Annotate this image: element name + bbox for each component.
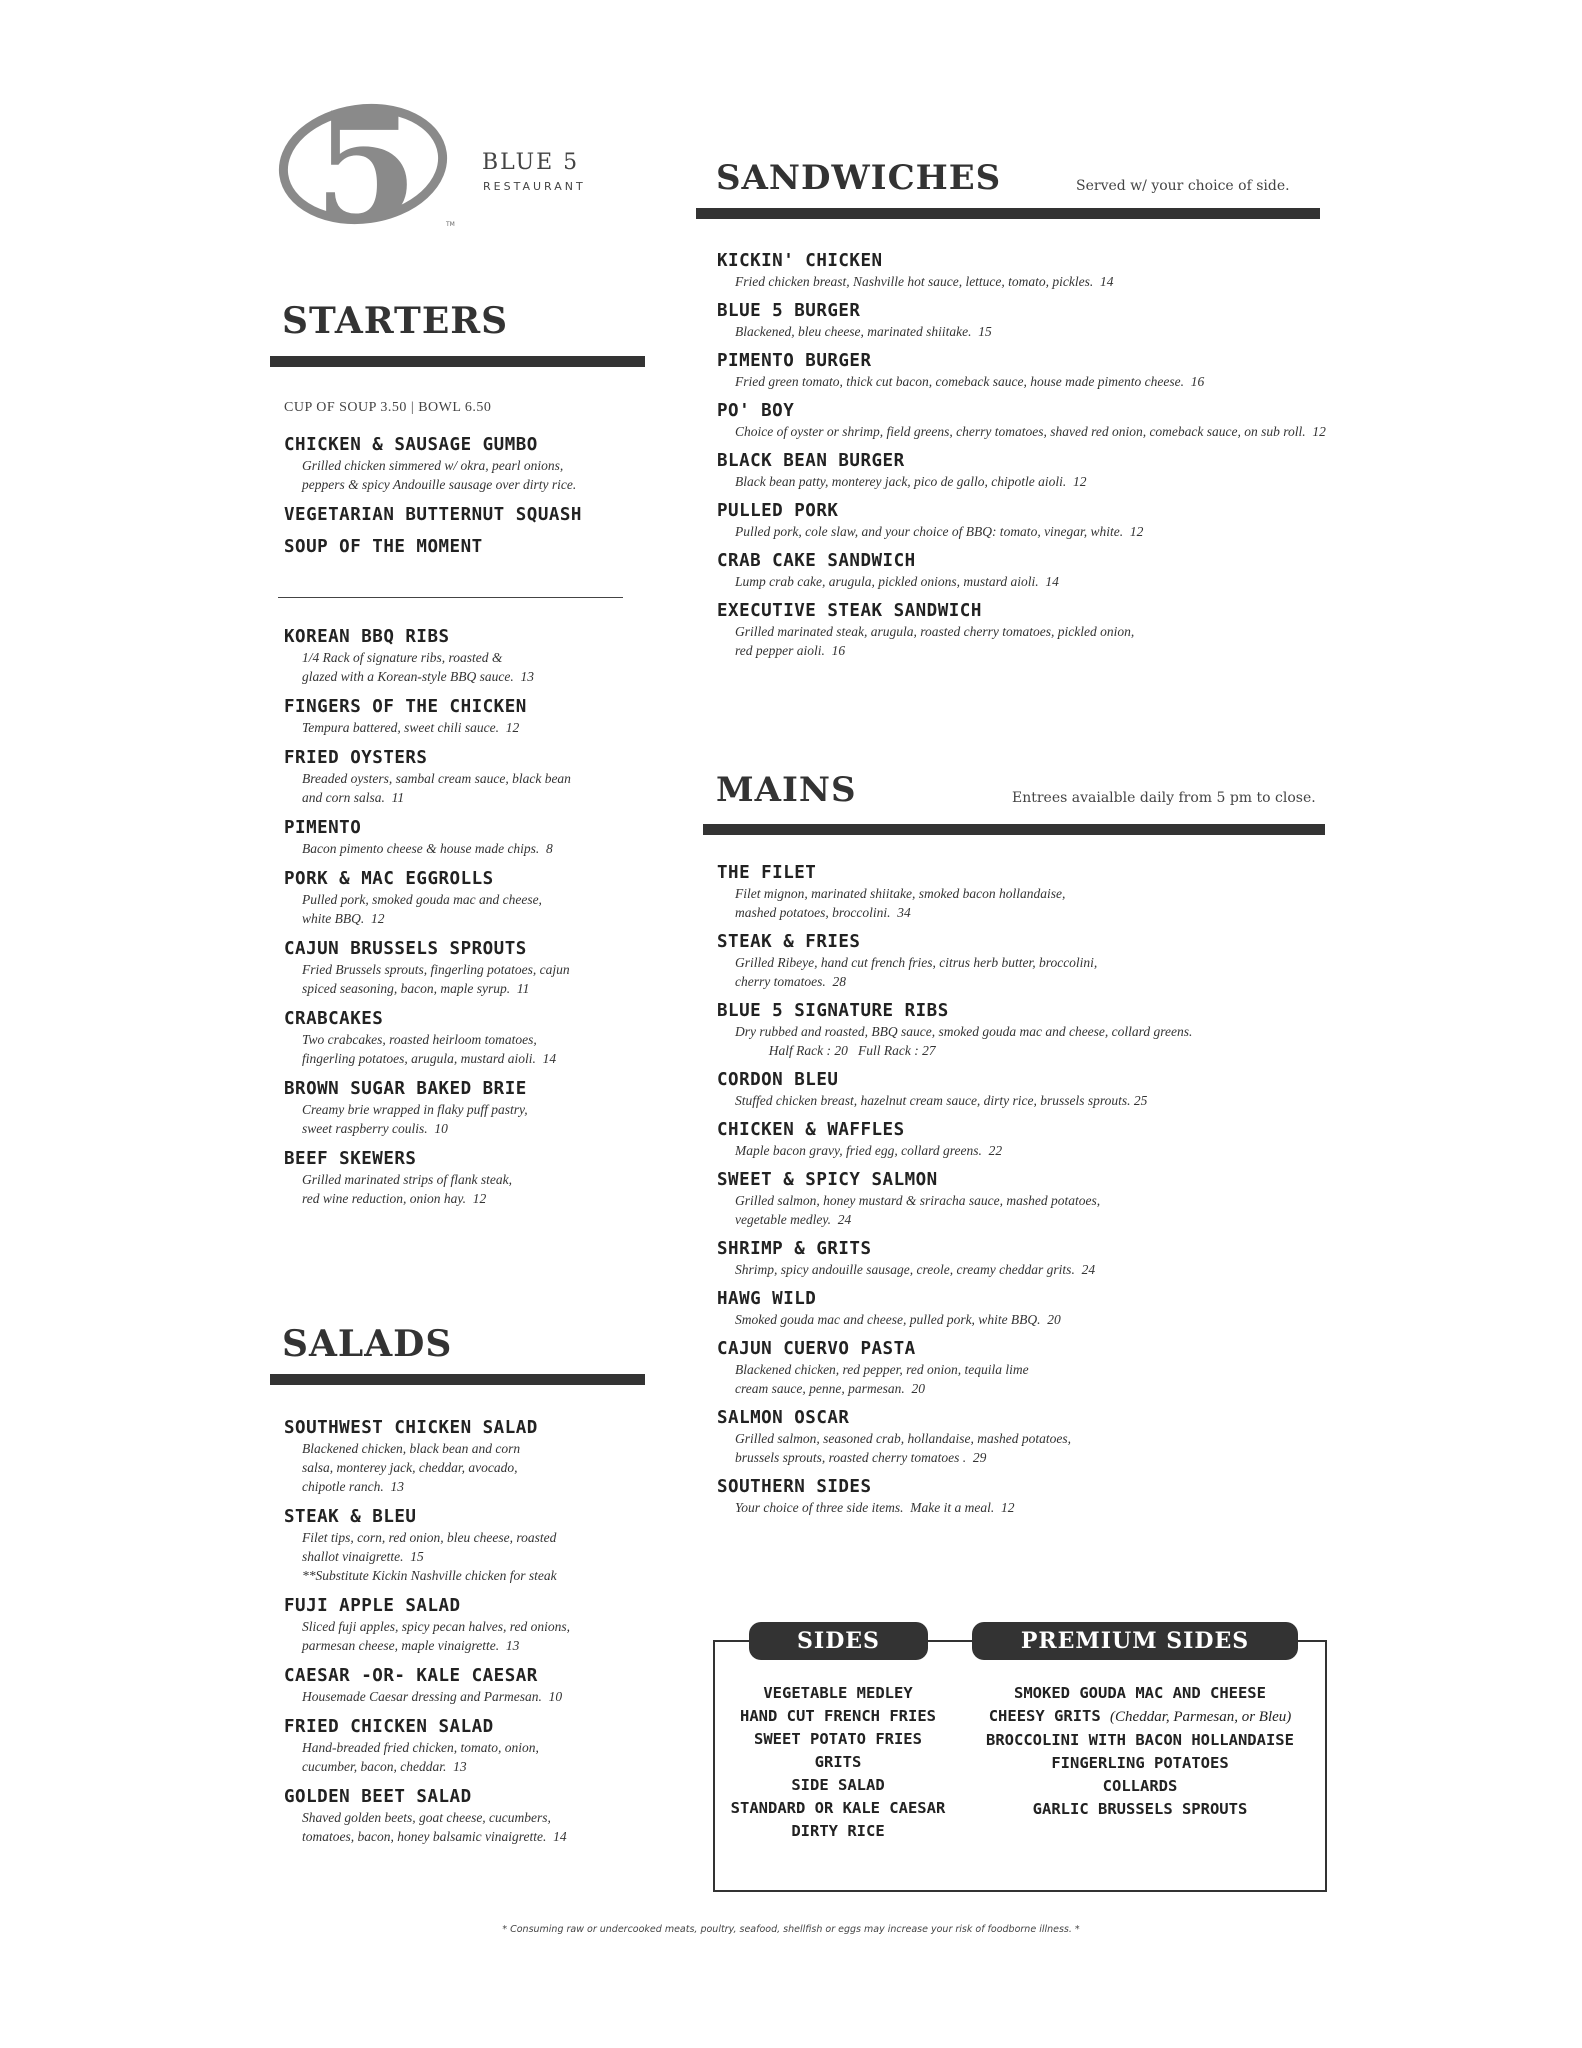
menu-item [284,1665,644,1706]
menu-item-description [717,884,1337,922]
menu-item [284,938,644,998]
menu-item-name: SWEET & SPICY SALMON [717,1170,938,1190]
menu-item [717,1338,1337,1398]
description-line: Blackened chicken, red pepper, red onion, tequila lime [735,1362,1029,1377]
menu-item-description [717,1360,1337,1398]
description-line: Grilled marinated steak, arugula, roasted cherry tomatoes, pickled onion, [735,624,1135,639]
mains-note: Entrees avaialble daily from 5 pm to close. [1012,790,1316,806]
menu-item [717,550,1337,591]
description-line: Half Rack : 20 Full Rack : 27 [735,1043,936,1058]
side-item: HAND CUT FRENCH FRIES [740,1707,936,1725]
menu-item-name: SHRIMP & GRITS [717,1239,872,1259]
description-line: brussels sprouts, roasted cherry tomatoes . 29 [735,1450,987,1465]
menu-item-name: BLUE 5 SIGNATURE RIBS [717,1001,949,1021]
description-line: Fried Brussels sprouts, fingerling potatoes, cajun [302,962,570,977]
menu-item [284,868,644,928]
description-line: Your choice of three side items. Make it a meal. 12 [735,1500,1015,1515]
menu-item-description [717,272,1337,291]
menu-item-description [284,1738,644,1776]
menu-item [284,1506,644,1585]
menu-item-description [284,1030,644,1068]
menu-item-description [284,1439,644,1496]
menu-item-description [284,1528,644,1585]
menu-item-name: HAWG WILD [717,1289,817,1309]
menu-item-description [717,1022,1337,1060]
menu-item-description [717,1191,1337,1229]
description-line: Two crabcakes, roasted heirloom tomatoes, [302,1032,537,1047]
menu-item-description [284,1687,644,1706]
description-line: Shrimp, spicy andouille sausage, creole, creamy cheddar grits. 24 [735,1262,1096,1277]
premium-side-item [975,1798,1305,1821]
menu-item-description [284,769,644,807]
menu-item [717,1288,1337,1329]
brand-name: BLUE 5 [482,150,580,175]
premium-side-item [975,1682,1305,1705]
menu-item [717,500,1337,541]
menu-item-name: PULLED PORK [717,501,839,521]
description-line: mashed potatoes, broccolini. 34 [735,905,911,920]
menu-item-description [717,1091,1337,1110]
menu-item [717,862,1337,922]
restaurant-logo [278,102,468,232]
premium-side-item [975,1752,1305,1775]
menu-item-description [284,890,644,928]
sandwiches-note: Served w/ your choice of side. [1076,178,1290,194]
menu-item [717,931,1337,991]
premium-sides-tab: PREMIUM SIDES [972,1622,1298,1660]
menu-item [284,1148,644,1208]
menu-item-name: SOUP OF THE MOMENT [284,537,483,557]
description-line: Tempura battered, sweet chili sauce. 12 [302,720,520,735]
description-line: chipotle ranch. 13 [302,1479,404,1494]
menu-item-description [717,422,1337,441]
brand-subtitle: RESTAURANT [483,180,586,193]
menu-item [717,1000,1337,1060]
menu-item [717,400,1337,441]
description-line: salsa, monterey jack, cheddar, avocado, [302,1460,518,1475]
sandwiches-list [717,250,1337,669]
description-line: Choice of oyster or shrimp, field greens, cherry tomatoes, shaved red onion, comeback sauce, on sub roll. 12 [735,424,1326,439]
description-line: Blackened chicken, black bean and corn [302,1441,521,1456]
mains-title: MAINS [716,770,857,810]
menu-item-description [717,953,1337,991]
menu-item-name: PO' BOY [717,401,795,421]
description-line: cream sauce, penne, parmesan. 20 [735,1381,925,1396]
menu-item [717,1169,1337,1229]
menu-item-name: SALMON OSCAR [717,1408,850,1428]
menu-item-description [284,1170,644,1208]
premium-side-name: GARLIC BRUSSELS SPROUTS [1032,1800,1248,1818]
starters-title: STARTERS [282,300,509,342]
menu-item-description [284,960,644,998]
description-line: Creamy brie wrapped in flaky puff pastry, [302,1102,528,1117]
menu-item-description [284,648,644,686]
sides-box-top-mid [928,1640,972,1642]
description-line: Grilled salmon, honey mustard & sriracha sauce, mashed potatoes, [735,1193,1101,1208]
description-line: vegetable medley. 24 [735,1212,852,1227]
menu-item-name: CAJUN BRUSSELS SPROUTS [284,939,527,959]
menu-item [284,504,644,526]
menu-item [284,1078,644,1138]
description-line: tomatoes, bacon, honey balsamic vinaigrette. 14 [302,1829,567,1844]
description-line: 1/4 Rack of signature ribs, roasted & [302,650,503,665]
menu-item-description [284,1100,644,1138]
menu-item-description [717,622,1337,660]
menu-item-name: FRIED OYSTERS [284,748,428,768]
description-line: Housemade Caesar dressing and Parmesan. 10 [302,1689,563,1704]
description-line: Filet mignon, marinated shiitake, smoked bacon hollandaise, [735,886,1066,901]
menu-item-description [717,522,1337,541]
menu-item-name: KICKIN' CHICKEN [717,251,883,271]
starters-divider [278,597,623,598]
sides-box-top-right [1298,1640,1325,1642]
menu-item-name: CAJUN CUERVO PASTA [717,1339,916,1359]
description-line: Fried chicken breast, Nashville hot sauce, lettuce, tomato, pickles. 14 [735,274,1114,289]
menu-item-name: FRIED CHICKEN SALAD [284,1717,494,1737]
menu-item-description [717,1260,1337,1279]
salads-bar [270,1374,645,1385]
description-line: sweet raspberry coulis. 10 [302,1121,448,1136]
menu-item [717,1238,1337,1279]
side-item: VEGETABLE MEDLEY [763,1684,913,1702]
premium-side-name: BROCCOLINI WITH BACON HOLLANDAISE [986,1731,1294,1749]
health-disclaimer: * Consuming raw or undercooked meats, poultry, seafood, shellfish or eggs may increase your risk of foodborne illness. * [502,1924,1080,1935]
description-line: Pulled pork, cole slaw, and your choice of BBQ: tomato, vinegar, white. 12 [735,524,1144,539]
side-item: SWEET POTATO FRIES [754,1730,922,1748]
menu-item [284,1595,644,1655]
description-line: cucumber, bacon, cheddar. 13 [302,1759,467,1774]
menu-item [717,1476,1337,1517]
menu-item-name: BEEF SKEWERS [284,1149,417,1169]
menu-item-name: CHICKEN & SAUSAGE GUMBO [284,435,538,455]
menu-item [717,250,1337,291]
menu-item [284,1786,644,1846]
description-line: cherry tomatoes. 28 [735,974,846,989]
menu-item-description [717,1429,1337,1467]
menu-item-description [717,472,1337,491]
description-line: Stuffed chicken breast, hazelnut cream sauce, dirty rice, brussels sprouts. 25 [735,1093,1148,1108]
menu-item-name: SOUTHWEST CHICKEN SALAD [284,1418,538,1438]
description-line: red pepper aioli. 16 [735,643,846,658]
menu-item [717,1119,1337,1160]
menu-item [284,434,644,494]
menu-item [284,1417,644,1496]
menu-item-name: KOREAN BBQ RIBS [284,627,450,647]
menu-item-name: GOLDEN BEET SALAD [284,1787,472,1807]
sides-list [713,1682,963,1843]
menu-item [284,817,644,858]
description-line: Smoked gouda mac and cheese, pulled pork, white BBQ. 20 [735,1312,1061,1327]
menu-item-name: BLUE 5 BURGER [717,301,861,321]
sides-box-top-left [713,1640,749,1642]
description-line: glazed with a Korean-style BBQ sauce. 13 [302,669,534,684]
premium-side-name: SMOKED GOUDA MAC AND CHEESE [1014,1684,1266,1702]
description-line: Grilled Ribeye, hand cut french fries, citrus herb butter, broccolini, [735,955,1098,970]
menu-item-name: STEAK & FRIES [717,932,861,952]
menu-item [284,1008,644,1068]
premium-side-name: COLLARDS [1102,1777,1178,1795]
mains-bar [703,824,1325,835]
menu-item [284,626,644,686]
description-line: Filet tips, corn, red onion, bleu cheese, roasted [302,1530,557,1545]
starters-list [284,626,644,1218]
description-line: **Substitute Kickin Nashville chicken for steak [302,1568,557,1583]
side-item: STANDARD OR KALE CAESAR [730,1799,946,1817]
menu-item-name: CHICKEN & WAFFLES [717,1120,905,1140]
menu-item [717,300,1337,341]
menu-item [717,350,1337,391]
premium-side-note: (Cheddar, Parmesan, or Bleu) [1110,1709,1292,1725]
menu-item-name: STEAK & BLEU [284,1507,417,1527]
menu-item-name: PIMENTO [284,818,362,838]
menu-item [717,1407,1337,1467]
description-line: peppers & spicy Andouille sausage over dirty rice. [302,477,577,492]
description-line: Fried green tomato, thick cut bacon, comeback sauce, house made pimento cheese. 16 [735,374,1205,389]
menu-item-name: PORK & MAC EGGROLLS [284,869,494,889]
sandwiches-bar [696,208,1320,219]
logo-glyph: 5 [313,102,419,232]
description-line: Sliced fuji apples, spicy pecan halves, red onions, [302,1619,570,1634]
description-line: Shaved golden beets, goat cheese, cucumbers, [302,1810,551,1825]
description-line: parmesan cheese, maple vinaigrette. 13 [302,1638,520,1653]
menu-item-name: FUJI APPLE SALAD [284,1596,461,1616]
menu-item-description [284,839,644,858]
description-line: Grilled salmon, seasoned crab, hollandaise, mashed potatoes, [735,1431,1071,1446]
soups-list [284,434,644,568]
description-line: spiced seasoning, bacon, maple syrup. 11 [302,981,530,996]
premium-side-item [975,1705,1305,1729]
description-line: and corn salsa. 11 [302,790,405,805]
description-line: Dry rubbed and roasted, BBQ sauce, smoked gouda mac and cheese, collard greens. [735,1024,1193,1039]
menu-item [284,536,644,558]
menu-item-description [284,1808,644,1846]
description-line: fingerling potatoes, arugula, mustard aioli. 14 [302,1051,557,1066]
menu-item-name: THE FILET [717,863,817,883]
logo-tm: TM [446,221,455,228]
description-line: Maple bacon gravy, fried egg, collard greens. 22 [735,1143,1003,1158]
description-line: Breaded oysters, sambal cream sauce, black bean [302,771,571,786]
menu-item-name: CAESAR -OR- KALE CAESAR [284,1666,538,1686]
side-item: SIDE SALAD [791,1776,885,1794]
menu-item [284,1716,644,1776]
description-line: Lump crab cake, arugula, pickled onions, mustard aioli. 14 [735,574,1059,589]
menu-item-name: PIMENTO BURGER [717,351,872,371]
menu-item-description [284,1617,644,1655]
menu-item-description [717,1141,1337,1160]
description-line: Pulled pork, smoked gouda mac and cheese, [302,892,542,907]
side-item: DIRTY RICE [791,1822,885,1840]
sides-tab: SIDES [749,1622,928,1660]
premium-side-item [975,1729,1305,1752]
soup-prices: CUP OF SOUP 3.50 | BOWL 6.50 [284,400,492,415]
menu-item [284,696,644,737]
description-line: Blackened, bleu cheese, marinated shiitake. 15 [735,324,992,339]
description-line: red wine reduction, onion hay. 12 [302,1191,487,1206]
description-line: white BBQ. 12 [302,911,385,926]
menu-item [717,450,1337,491]
menu-item [284,747,644,807]
description-line: Hand-breaded fried chicken, tomato, onion, [302,1740,539,1755]
menu-item-name: EXECUTIVE STEAK SANDWICH [717,601,982,621]
menu-item [717,600,1337,660]
menu-item-name: BLACK BEAN BURGER [717,451,905,471]
menu-item-description [717,322,1337,341]
menu-item-description [717,1498,1337,1517]
premium-side-item [975,1775,1305,1798]
premium-side-name: FINGERLING POTATOES [1051,1754,1229,1772]
menu-item-name: SOUTHERN SIDES [717,1477,872,1497]
sandwiches-title: SANDWICHES [716,158,1002,198]
salads-list [284,1417,644,1856]
menu-item-description [717,572,1337,591]
side-item: GRITS [814,1753,862,1771]
description-line: Bacon pimento cheese & house made chips. 8 [302,841,553,856]
mains-list [717,862,1337,1526]
menu-item-name: CRABCAKES [284,1009,384,1029]
menu-item-description [717,372,1337,391]
starters-bar [270,356,645,367]
premium-sides-list [975,1682,1305,1821]
menu-item-name: CORDON BLEU [717,1070,839,1090]
menu-item-name: CRAB CAKE SANDWICH [717,551,916,571]
menu-item-description [717,1310,1337,1329]
logo-five-emblem [278,102,468,232]
menu-item-name: VEGETARIAN BUTTERNUT SQUASH [284,505,582,525]
menu-item-name: FINGERS OF THE CHICKEN [284,697,527,717]
premium-side-name: CHEESY GRITS [988,1707,1101,1725]
menu-item-description [284,718,644,737]
description-line: shallot vinaigrette. 15 [302,1549,424,1564]
description-line: Grilled marinated strips of flank steak, [302,1172,512,1187]
menu-item-name: BROWN SUGAR BAKED BRIE [284,1079,527,1099]
description-line: Black bean patty, monterey jack, pico de gallo, chipotle aioli. 12 [735,474,1087,489]
menu-item-description [284,456,644,494]
description-line: Grilled chicken simmered w/ okra, pearl onions, [302,458,564,473]
menu-item [717,1069,1337,1110]
salads-title: SALADS [282,1323,453,1365]
